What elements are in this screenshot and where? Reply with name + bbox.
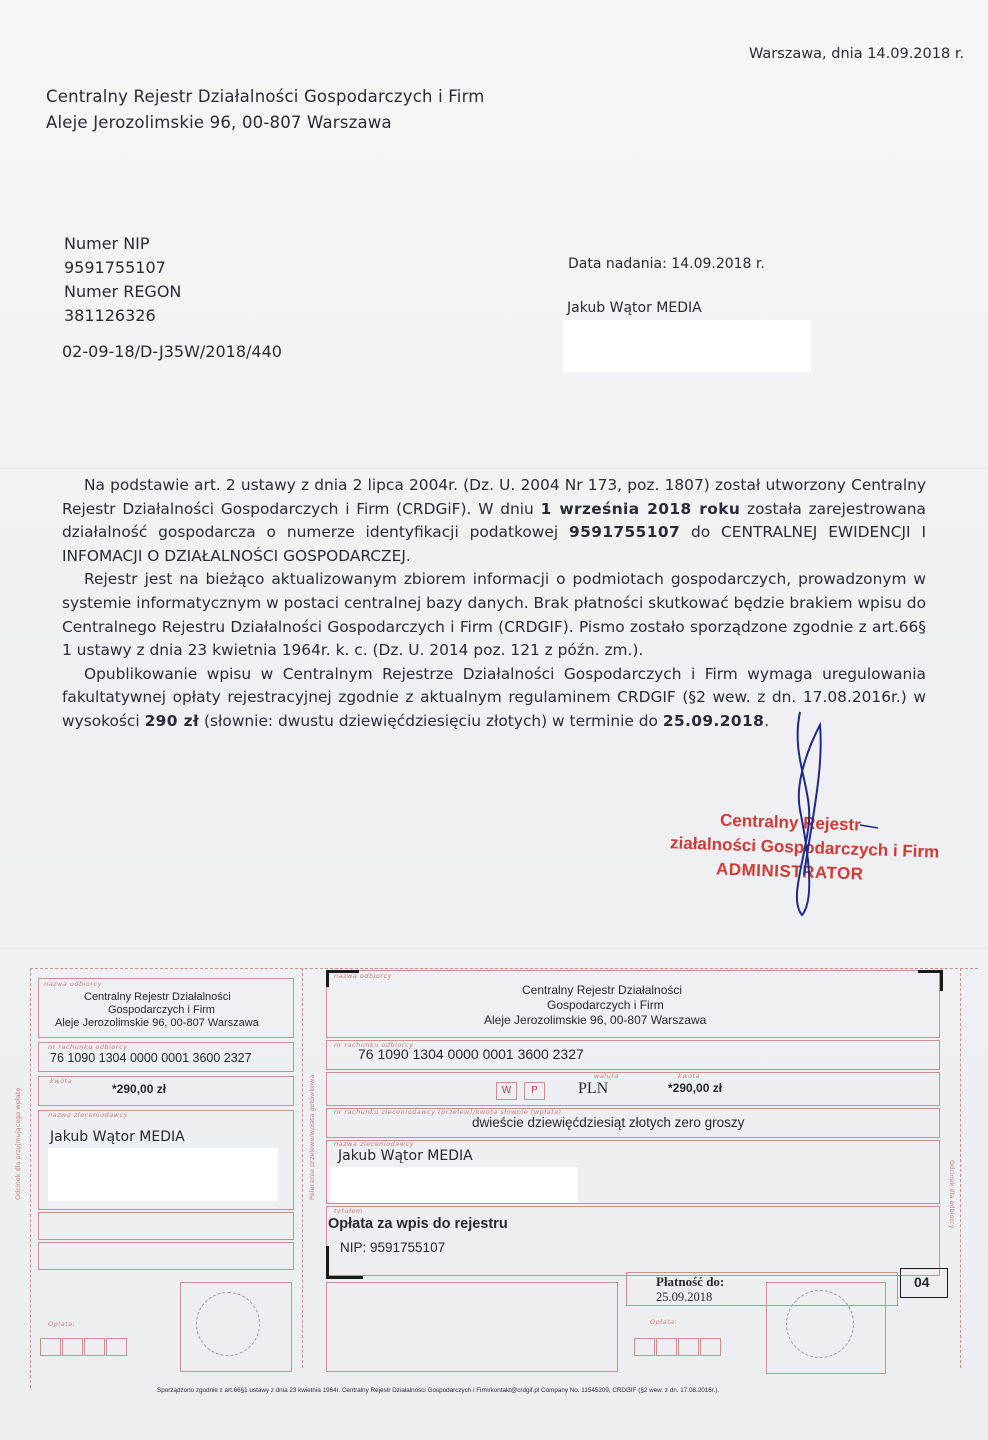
flag-w: W <box>496 1082 517 1100</box>
stub-blank-box-1 <box>38 1212 294 1240</box>
stub-account-label: nr rachunku odbiorcy <box>48 1043 128 1051</box>
stub-fee-cell <box>106 1338 127 1356</box>
redacted-address <box>563 320 811 372</box>
sender-name: Centralny Rejestr Działalności Gospodarczych i Firm <box>46 87 485 106</box>
stub-account: 76 1090 1304 0000 0001 3600 2327 <box>50 1051 252 1065</box>
main-fee-cell <box>634 1338 655 1356</box>
payment-title-nip: NIP: 9591755107 <box>340 1240 446 1255</box>
stub-blank-box-2 <box>38 1242 294 1270</box>
due-date: 25.09.2018 <box>656 1290 713 1304</box>
nip-value: 9591755107 <box>64 258 166 277</box>
stamp-line-1: Centralny Rejestr <box>719 810 862 835</box>
reference-number: 02-09-18/D-J35W/2018/440 <box>62 342 282 361</box>
currency: PLN <box>578 1080 609 1097</box>
main-payer-label: nazwa zleceniodawcy <box>334 1140 414 1148</box>
main-title-label: tytułem <box>334 1207 363 1215</box>
main-account-label: nr rachunku odbiorcy <box>334 1041 414 1049</box>
main-amount-label: kwota <box>678 1072 701 1080</box>
recipient-name: Jakub Wątor MEDIA <box>567 300 702 316</box>
stub-recipient-line-2: Gospodarczych i Firm <box>108 1004 215 1016</box>
stub-fee-cell <box>40 1338 61 1356</box>
regon-value: 381126326 <box>64 306 156 325</box>
currency-label: waluta <box>594 1072 619 1080</box>
city-date: Warszawa, dnia 14.09.2018 r. <box>749 46 965 62</box>
main-account: 76 1090 1304 0000 0001 3600 2327 <box>358 1046 584 1062</box>
stub-fee-cell <box>84 1338 105 1356</box>
main-recipient-line-3: Aleje Jerozolimskie 96, 00-807 Warszawa <box>484 1013 707 1027</box>
stub-amount-label: kwota <box>50 1077 73 1085</box>
form-tear-line <box>30 968 978 969</box>
side-label-right: Odcinek dla odbiorcy <box>948 1160 956 1229</box>
main-recipient-line-1: Centralny Rejestr Działalności <box>522 983 683 997</box>
main-fee-cell <box>656 1338 677 1356</box>
corner-mark <box>326 970 359 987</box>
flag-p: P <box>524 1082 545 1100</box>
stub-fee-label: Opłata: <box>48 1320 76 1328</box>
signature <box>760 700 880 930</box>
corner-mark <box>326 1246 363 1279</box>
main-amount-row <box>326 1072 940 1106</box>
paragraph-3: Opublikowanie wpisu w Centralnym Rejestrze Działalności Gospodarczych i Firm wymaga uregulowania fakultatywnej opłaty rejestracyjnej zgodnie z aktualnym regulaminem CRDGIF (§2 wew. z dn. 17.08.2016r.) w wysokości 290 zł (słownie: dwustu dziewięćdziesięciu złotych) w terminie do 25.09.2018. <box>62 664 926 730</box>
main-fee-cell <box>700 1338 721 1356</box>
sender-address: Aleje Jerozolimskie 96, 00-807 Warszawa <box>46 113 392 132</box>
stub-recipient-label: nazwa odbiorcy <box>44 980 102 988</box>
stub-stamp-oval <box>196 1292 260 1356</box>
send-date: Data nadania: 14.09.2018 r. <box>568 256 765 272</box>
main-signature-box <box>326 1282 618 1372</box>
stub-redacted-address <box>48 1148 278 1201</box>
stub-amount: *290,00 zł <box>112 1082 167 1096</box>
main-payer: Jakub Wątor MEDIA <box>338 1148 473 1164</box>
main-recipient-line-2: Gospodarczych i Firm <box>547 998 664 1012</box>
side-label-mid: Polecenie przelewu/wpłata gotówkowa <box>308 1074 316 1200</box>
stub-recipient-line-3: Aleje Jerozolimskie 96, 00-807 Warszawa <box>55 1017 259 1029</box>
side-label-left: Odcinek dla przyjmującego wpłatę <box>14 1087 22 1200</box>
stub-recipient-line-1: Centralny Rejestr Działalności <box>84 991 231 1003</box>
stamp-line-3: ADMINISTRATOR <box>715 859 864 884</box>
regon-label: Numer REGON <box>64 282 182 301</box>
main-stamp-oval <box>786 1290 854 1358</box>
amount-in-words: dwieście dziewięćdziesiąt złotych zero groszy <box>472 1115 745 1130</box>
payment-title: Opłata za wpis do rejestru <box>328 1216 508 1232</box>
stamp-line-2: ziałalności Gospodarczych i Firm <box>669 833 940 862</box>
form-footer: Sporządzono zgodnie z art.66§1 ustawy z dnia 23 kwietnia 1964r. Centralny Rejestr Działalności Gospodarczych i Firm/kontakt@crdgif.pl Company No. 11545209, CRDGIF (§2 wew. z dn. 17.08.2016r.). <box>157 1387 720 1394</box>
main-amount: *290,00 zł <box>668 1081 723 1095</box>
paper-fold <box>0 468 988 471</box>
nip-label: Numer NIP <box>64 234 150 253</box>
stub-fee-cell <box>62 1338 83 1356</box>
form-tear-line-right <box>960 968 961 1368</box>
form-tear-line-mid <box>302 968 303 1368</box>
corner-mark <box>918 970 943 991</box>
paragraph-2: Rejestr jest na bieżąco aktualizowanym zbiorem informacji o podmiotach gospodarczych, prowadzonym w systemie informatycznym w postaci centralnej bazy danych. Brak płatności skutkować będzie brakiem wpisu do Centralnego Rejestru Działalności Gospodarczych i Firm (CRDGIF). Pismo zostało sporządzone zgodnie z art.66§ 1 ustawy z dnia 23 kwietnia 1964r. k. c. (Dz. U. 2014 poz. 121 z późn. zm.). <box>62 570 926 660</box>
stub-payer-label: nazwa zleceniodawcy <box>48 1111 128 1119</box>
main-redacted-address <box>330 1167 578 1203</box>
letter-body <box>62 474 926 734</box>
main-words-label: nr rachunku zleceniodawcy (przelew)/kwota słownie (wpłata) <box>334 1108 562 1116</box>
main-fee-label: Opłata: <box>650 1318 678 1326</box>
paper-fold <box>0 948 988 951</box>
due-label: Płatność do: <box>656 1274 725 1289</box>
main-fee-cell <box>678 1338 699 1356</box>
paragraph-1: Na podstawie art. 2 ustawy z dnia 2 lipca 2004r. (Dz. U. 2004 Nr 173, poz. 1807) został utworzony Centralny Rejestr Działalności Gospodarczych i Firm (CRDGiF). W dniu 1 września 2018 roku została zarejestrowana działalność gospodarcza o numerze identyfikacji podatkowej 9591755107 do CENTRALNEJ EWIDENCJI I INFOMACJI O DZIAŁALNOŚCI GOSPODARCZEJ. <box>62 476 926 565</box>
form-code: 04 <box>914 1274 930 1290</box>
main-recipient-label: nazwa odbiorcy <box>334 972 392 980</box>
stub-payer: Jakub Wątor MEDIA <box>50 1129 185 1145</box>
form-tear-line-left <box>30 968 31 1388</box>
